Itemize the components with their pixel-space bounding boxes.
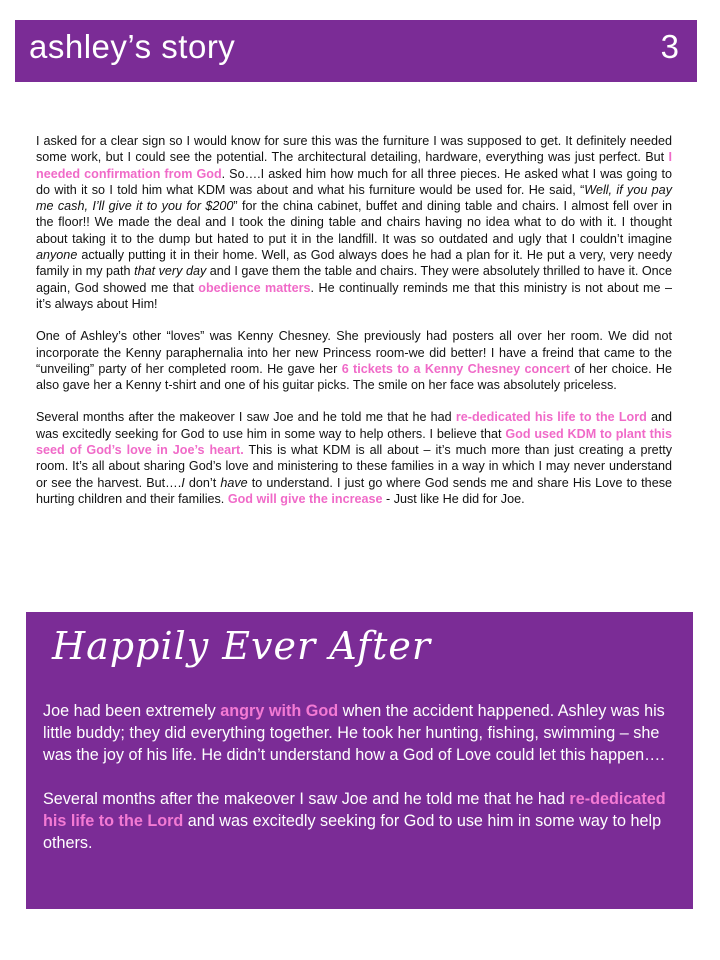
highlight-text: I needed confirmation from God bbox=[36, 150, 672, 181]
highlight-text: angry with God bbox=[220, 702, 339, 720]
text-run: to understand. I just go where God sends me and share His Love to these hurting children and their families. bbox=[36, 475, 672, 506]
page-title: ashley’s story bbox=[29, 28, 236, 65]
text-run: ” for the china cabinet, buffet and dining table and chairs. I almost fell over in the floor!! We made the deal and I took the dining table and chairs having no idea what to do with it. I thought about taking it to the dump but hated to put it in the landfill. It was so outdated and ugly that I couldn’t imagine bbox=[36, 199, 672, 246]
highlight-text: re-dedicated his life to the Lord bbox=[455, 410, 647, 425]
text-run: and was excitedly seeking for God to use him in some way to help others. I believe that bbox=[36, 410, 673, 441]
italic-text: I bbox=[181, 475, 185, 490]
panel-paragraph-1 bbox=[43, 700, 683, 766]
text-run: This is what KDM is all about – it’s much more than just creating a pretty room. It’s all about sharing God’s love and ministering to these families in a way in which I may never understand or see the harvest. But…. bbox=[36, 443, 672, 490]
story-text bbox=[36, 133, 672, 523]
panel-title: Happily Ever After bbox=[52, 624, 431, 668]
text-run: don’t bbox=[184, 475, 221, 490]
text-run: Several months after the makeover I saw Joe and he told me that he had bbox=[43, 790, 570, 808]
text-run: and I gave them the table and chairs. They were absolutely thrilled to have it. Once again, God showed me that bbox=[36, 264, 672, 295]
text-run: One of Ashley’s other “loves” was Kenny Chesney. She previously had posters all over her room. We did not incorporate the Kenny paraphernalia into her new Princess room-we did better! I have a freind that came to the “unveiling” party of her completed room. He gave her bbox=[36, 329, 672, 376]
happily-ever-after-panel bbox=[26, 612, 693, 909]
story-paragraph-3 bbox=[36, 409, 672, 507]
italic-text: have bbox=[220, 475, 248, 490]
text-run: I asked for a clear sign so I would know for sure this was the furniture I was supposed to get. It definitely needed some work, but I could see the potential. The architectural detailing, hardware, everything was just perfect. But bbox=[36, 134, 672, 165]
text-run: and was excitedly seeking for God to use him in some way to help others. bbox=[43, 812, 662, 852]
text-run: when the accident happened. Ashley was his little buddy; they did everything together. He took her hunting, fishing, swimming – she was the joy of his life. He didn’t understand how a God of Love could let this happen…. bbox=[43, 702, 665, 764]
story-paragraph-1 bbox=[36, 133, 672, 312]
text-run: - Just like He did for Joe. bbox=[382, 491, 525, 506]
text-run: actually putting it in their home. Well, as God always does he had a plan for it. He put a very, very needy family in my path bbox=[36, 248, 672, 279]
italic-text: that very day bbox=[134, 264, 207, 279]
text-run: . He continually reminds me that this ministry is not about me – it’s always about Him! bbox=[36, 280, 672, 311]
highlight-text: obedience matters bbox=[198, 280, 311, 295]
story-paragraph-2 bbox=[36, 328, 672, 393]
page-header bbox=[15, 20, 697, 82]
text-run: Joe had been extremely bbox=[43, 702, 221, 720]
text-run: of her choice. He also gave her a Kenny t-shirt and one of his guitar picks. The smile on her face was absolutely priceless. bbox=[36, 361, 673, 393]
text-run: Several months after the makeover I saw Joe and he told me that he had bbox=[36, 410, 456, 425]
highlight-text: God will give the increase bbox=[227, 491, 383, 506]
panel-paragraph-2 bbox=[43, 788, 683, 854]
highlight-text: re-dedicated his life to the Lord bbox=[43, 790, 666, 830]
italic-text: anyone bbox=[36, 248, 78, 263]
highlight-text: God used KDM to plant this seed of God’s love in Joe’s heart. bbox=[36, 426, 673, 458]
page-number: 3 bbox=[660, 28, 679, 65]
text-run: . So….I asked him how much for all three pieces. He asked what I was going to do with it so I told him what KDM was about and what his furniture would be used for. He said, “ bbox=[36, 166, 672, 197]
highlight-text: 6 tickets to a Kenny Chesney concert bbox=[341, 361, 570, 376]
panel-text bbox=[43, 700, 683, 876]
italic-text: Well, if you pay me cash, I’ll give it to you for $200 bbox=[36, 182, 672, 214]
